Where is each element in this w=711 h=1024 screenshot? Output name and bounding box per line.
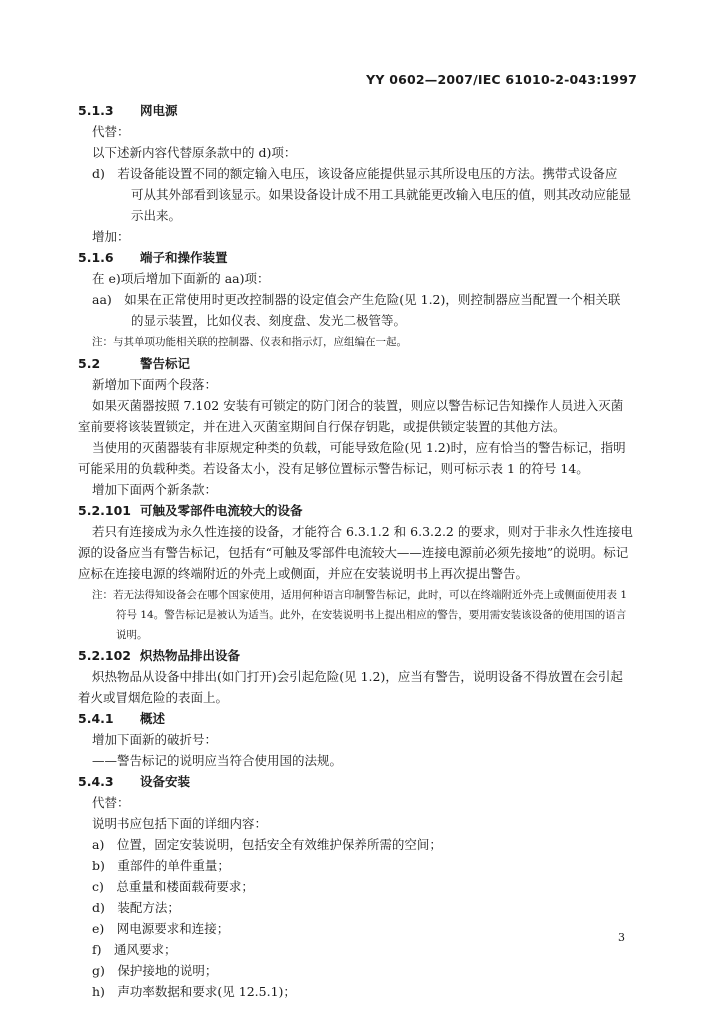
text-line: 可能采用的负载种类。若设备太小，没有足够位置标示警告标记，则可标示表 1 的符号 14。 (78, 461, 589, 476)
text-line: 增加下面新的破折号： (92, 732, 218, 747)
text-line: 代替： (92, 795, 130, 810)
text-line: b) 重部件的单件重量； (92, 858, 230, 873)
note-line: 注：若无法得知设备会在哪个国家使用，适用何种语言印制警告标记，此时，可以在终端附近外壳上或侧面使用表 1 (92, 589, 628, 601)
running-header: YY 0602—2007/IEC 61010-2-043:1997 (366, 72, 637, 87)
section-title: 设备安装 (140, 774, 191, 789)
text-line: ——警告标记的说明应当符合使用国的法规。 (92, 753, 343, 768)
section-title: 网电源 (140, 103, 178, 118)
text-line: 源的设备应当有警告标记，包括有“可触及零部件电流较大——连接电源前必须先接地”的说明。标记 (78, 545, 629, 560)
text-line: 可从其外部看到该显示。如果设备设计成不用工具就能更改输入电压的值，则其改动应能显 (131, 187, 632, 202)
section-heading (78, 774, 190, 790)
text-line: 在 e)项后增加下面新的 aa)项： (92, 271, 270, 286)
text-line: 的显示装置，比如仪表、刻度盘、发光二极管等。 (131, 313, 407, 328)
section-number: 5.2.102 (78, 648, 131, 663)
text-line: 炽热物品从设备中排出(如门打开)会引起危险(见 1.2)，应当有警告，说明设备不得放置在会引起 (92, 669, 623, 684)
section-title: 端子和操作装置 (140, 250, 228, 265)
note-line: 符号 14。警告标记是被认为适当。此外，在安装说明书上提出相应的警告，要用需安装该设备的使用国的语言 (116, 609, 627, 621)
text-line: 新增加下面两个段落： (92, 377, 218, 392)
text-line: 若只有连接成为永久性连接的设备，才能符合 6.3.1.2 和 6.3.2.2 的要求，则对于非永久性连接电 (92, 524, 633, 539)
text-line: 室前要将该装置锁定，并在进入灭菌室期间自行保存钥匙，或提供锁定装置的其他方法。 (78, 419, 566, 434)
text-line: e) 网电源要求和连接； (92, 921, 230, 936)
note-line: 说明。 (116, 629, 148, 641)
section-heading (78, 250, 228, 266)
section-number: 5.4.3 (78, 774, 114, 789)
section-title: 炽热物品排出设备 (140, 648, 241, 663)
text-line: 如果灭菌器按照 7.102 安装有可锁定的防门闭合的装置，则应以警告标记告知操作人员进入灭菌 (92, 398, 624, 413)
text-line: 增加下面两个新条款： (92, 482, 218, 497)
text-line: g) 保护接地的说明； (92, 963, 218, 978)
text-line: a) 位置，固定安装说明，包括安全有效维护保养所需的空间； (92, 837, 442, 852)
text-line: 代替： (92, 124, 130, 139)
section-heading (78, 711, 165, 727)
text-line: 应标在连接电源的终端附近的外壳上或侧面，并应在安装说明书上再次提出警告。 (78, 566, 529, 581)
text-line: 当使用的灭菌器装有非原规定种类的负载，可能导致危险(见 1.2)时，应有恰当的警告标记，指明 (92, 440, 626, 455)
text-line: 示出来。 (131, 208, 182, 223)
text-line: c) 总重量和楼面载荷要求； (92, 879, 254, 894)
section-number: 5.1.3 (78, 103, 114, 118)
section-heading (78, 648, 240, 664)
section-number: 5.2 (78, 356, 101, 371)
text-line: 增加： (92, 229, 130, 244)
text-line: 着火或冒烟危险的表面上。 (78, 690, 229, 705)
text-line: 以下述新内容代替原条款中的 d)项： (92, 145, 297, 160)
section-title: 概述 (140, 711, 166, 726)
text-line: f) 通风要求； (92, 942, 177, 957)
text-line: aa) 如果在正常使用时更改控制器的设定值会产生危险(见 1.2)，则控制器应当配置一个相关联 (92, 292, 621, 307)
section-number: 5.4.1 (78, 711, 114, 726)
text-line: d) 装配方法； (92, 900, 180, 915)
section-title: 可触及零部件电流较大的设备 (140, 503, 303, 518)
note-line: 注：与其单项功能相关联的控制器、仪表和指示灯，应组编在一起。 (92, 336, 407, 348)
text-line: h) 声功率数据和要求(见 12.5.1)； (92, 984, 296, 999)
section-heading (78, 503, 303, 519)
section-heading (78, 103, 178, 119)
text-line: 说明书应包括下面的详细内容： (92, 816, 268, 831)
section-heading (78, 356, 190, 372)
section-number: 5.2.101 (78, 503, 131, 518)
section-number: 5.1.6 (78, 250, 114, 265)
page-number: 3 (618, 931, 625, 944)
section-title: 警告标记 (140, 356, 191, 371)
text-line: d) 若设备能设置不同的额定输入电压，该设备应能提供显示其所设电压的方法。携带式设备应 (92, 166, 618, 181)
